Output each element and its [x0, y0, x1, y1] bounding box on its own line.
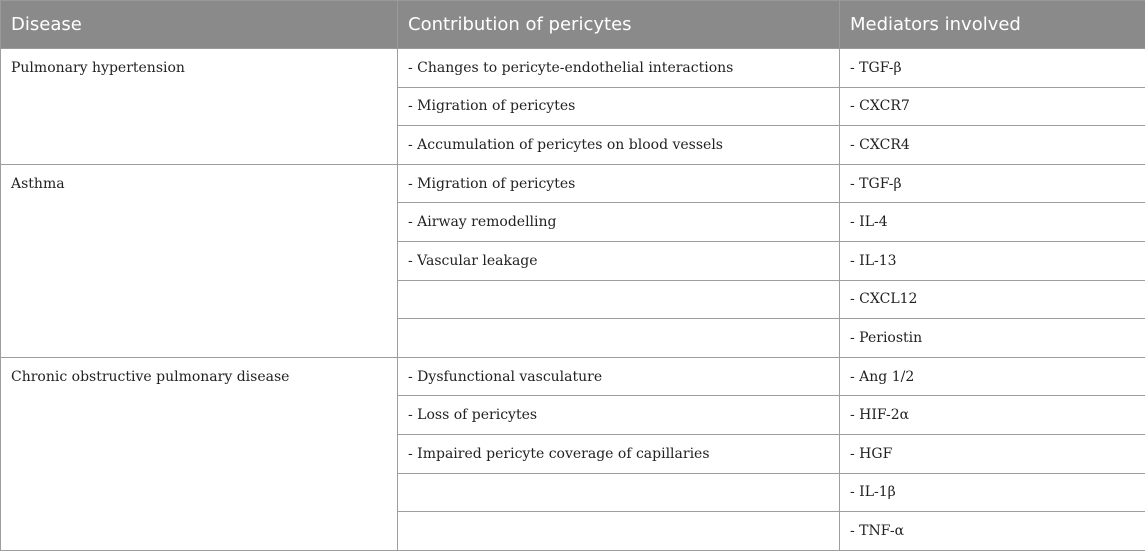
table-header — [1, 1, 1145, 49]
mediator-cell: - TGF-β — [840, 164, 1145, 203]
contribution-cell — [398, 512, 840, 551]
contribution-cell: - Changes to pericyte-endothelial interactions — [398, 49, 840, 88]
header-mediators: Mediators involved — [840, 1, 1145, 49]
header-row — [1, 1, 1145, 49]
table-row — [1, 164, 1145, 203]
mediator-cell: - CXCR7 — [840, 87, 1145, 126]
table-row — [1, 357, 1145, 396]
table-row — [1, 49, 1145, 88]
mediator-cell: - IL-1β — [840, 473, 1145, 512]
mediator-cell: - TNF-α — [840, 512, 1145, 551]
contribution-cell — [398, 473, 840, 512]
contribution-cell: - Airway remodelling — [398, 203, 840, 242]
mediator-cell: - HIF-2α — [840, 396, 1145, 435]
disease-cell: Asthma — [1, 164, 398, 357]
mediator-cell: - IL-13 — [840, 241, 1145, 280]
mediator-cell: - HGF — [840, 434, 1145, 473]
mediator-cell: - TGF-β — [840, 49, 1145, 88]
contribution-cell: - Loss of pericytes — [398, 396, 840, 435]
contribution-cell: - Dysfunctional vasculature — [398, 357, 840, 396]
contribution-cell: - Migration of pericytes — [398, 87, 840, 126]
disease-cell: Chronic obstructive pulmonary disease — [1, 357, 398, 550]
contribution-cell: - Accumulation of pericytes on blood vessels — [398, 126, 840, 165]
header-disease: Disease — [1, 1, 398, 49]
mediator-cell: - Ang 1/2 — [840, 357, 1145, 396]
mediator-cell: - Periostin — [840, 319, 1145, 358]
mediator-cell: - IL-4 — [840, 203, 1145, 242]
contribution-cell: - Migration of pericytes — [398, 164, 840, 203]
contribution-cell — [398, 319, 840, 358]
header-contribution: Contribution of pericytes — [398, 1, 840, 49]
table-body — [1, 49, 1145, 551]
contribution-cell: - Impaired pericyte coverage of capillaries — [398, 434, 840, 473]
contribution-cell: - Vascular leakage — [398, 241, 840, 280]
contribution-cell — [398, 280, 840, 319]
disease-cell: Pulmonary hypertension — [1, 49, 398, 165]
mediator-cell: - CXCR4 — [840, 126, 1145, 165]
mediator-cell: - CXCL12 — [840, 280, 1145, 319]
